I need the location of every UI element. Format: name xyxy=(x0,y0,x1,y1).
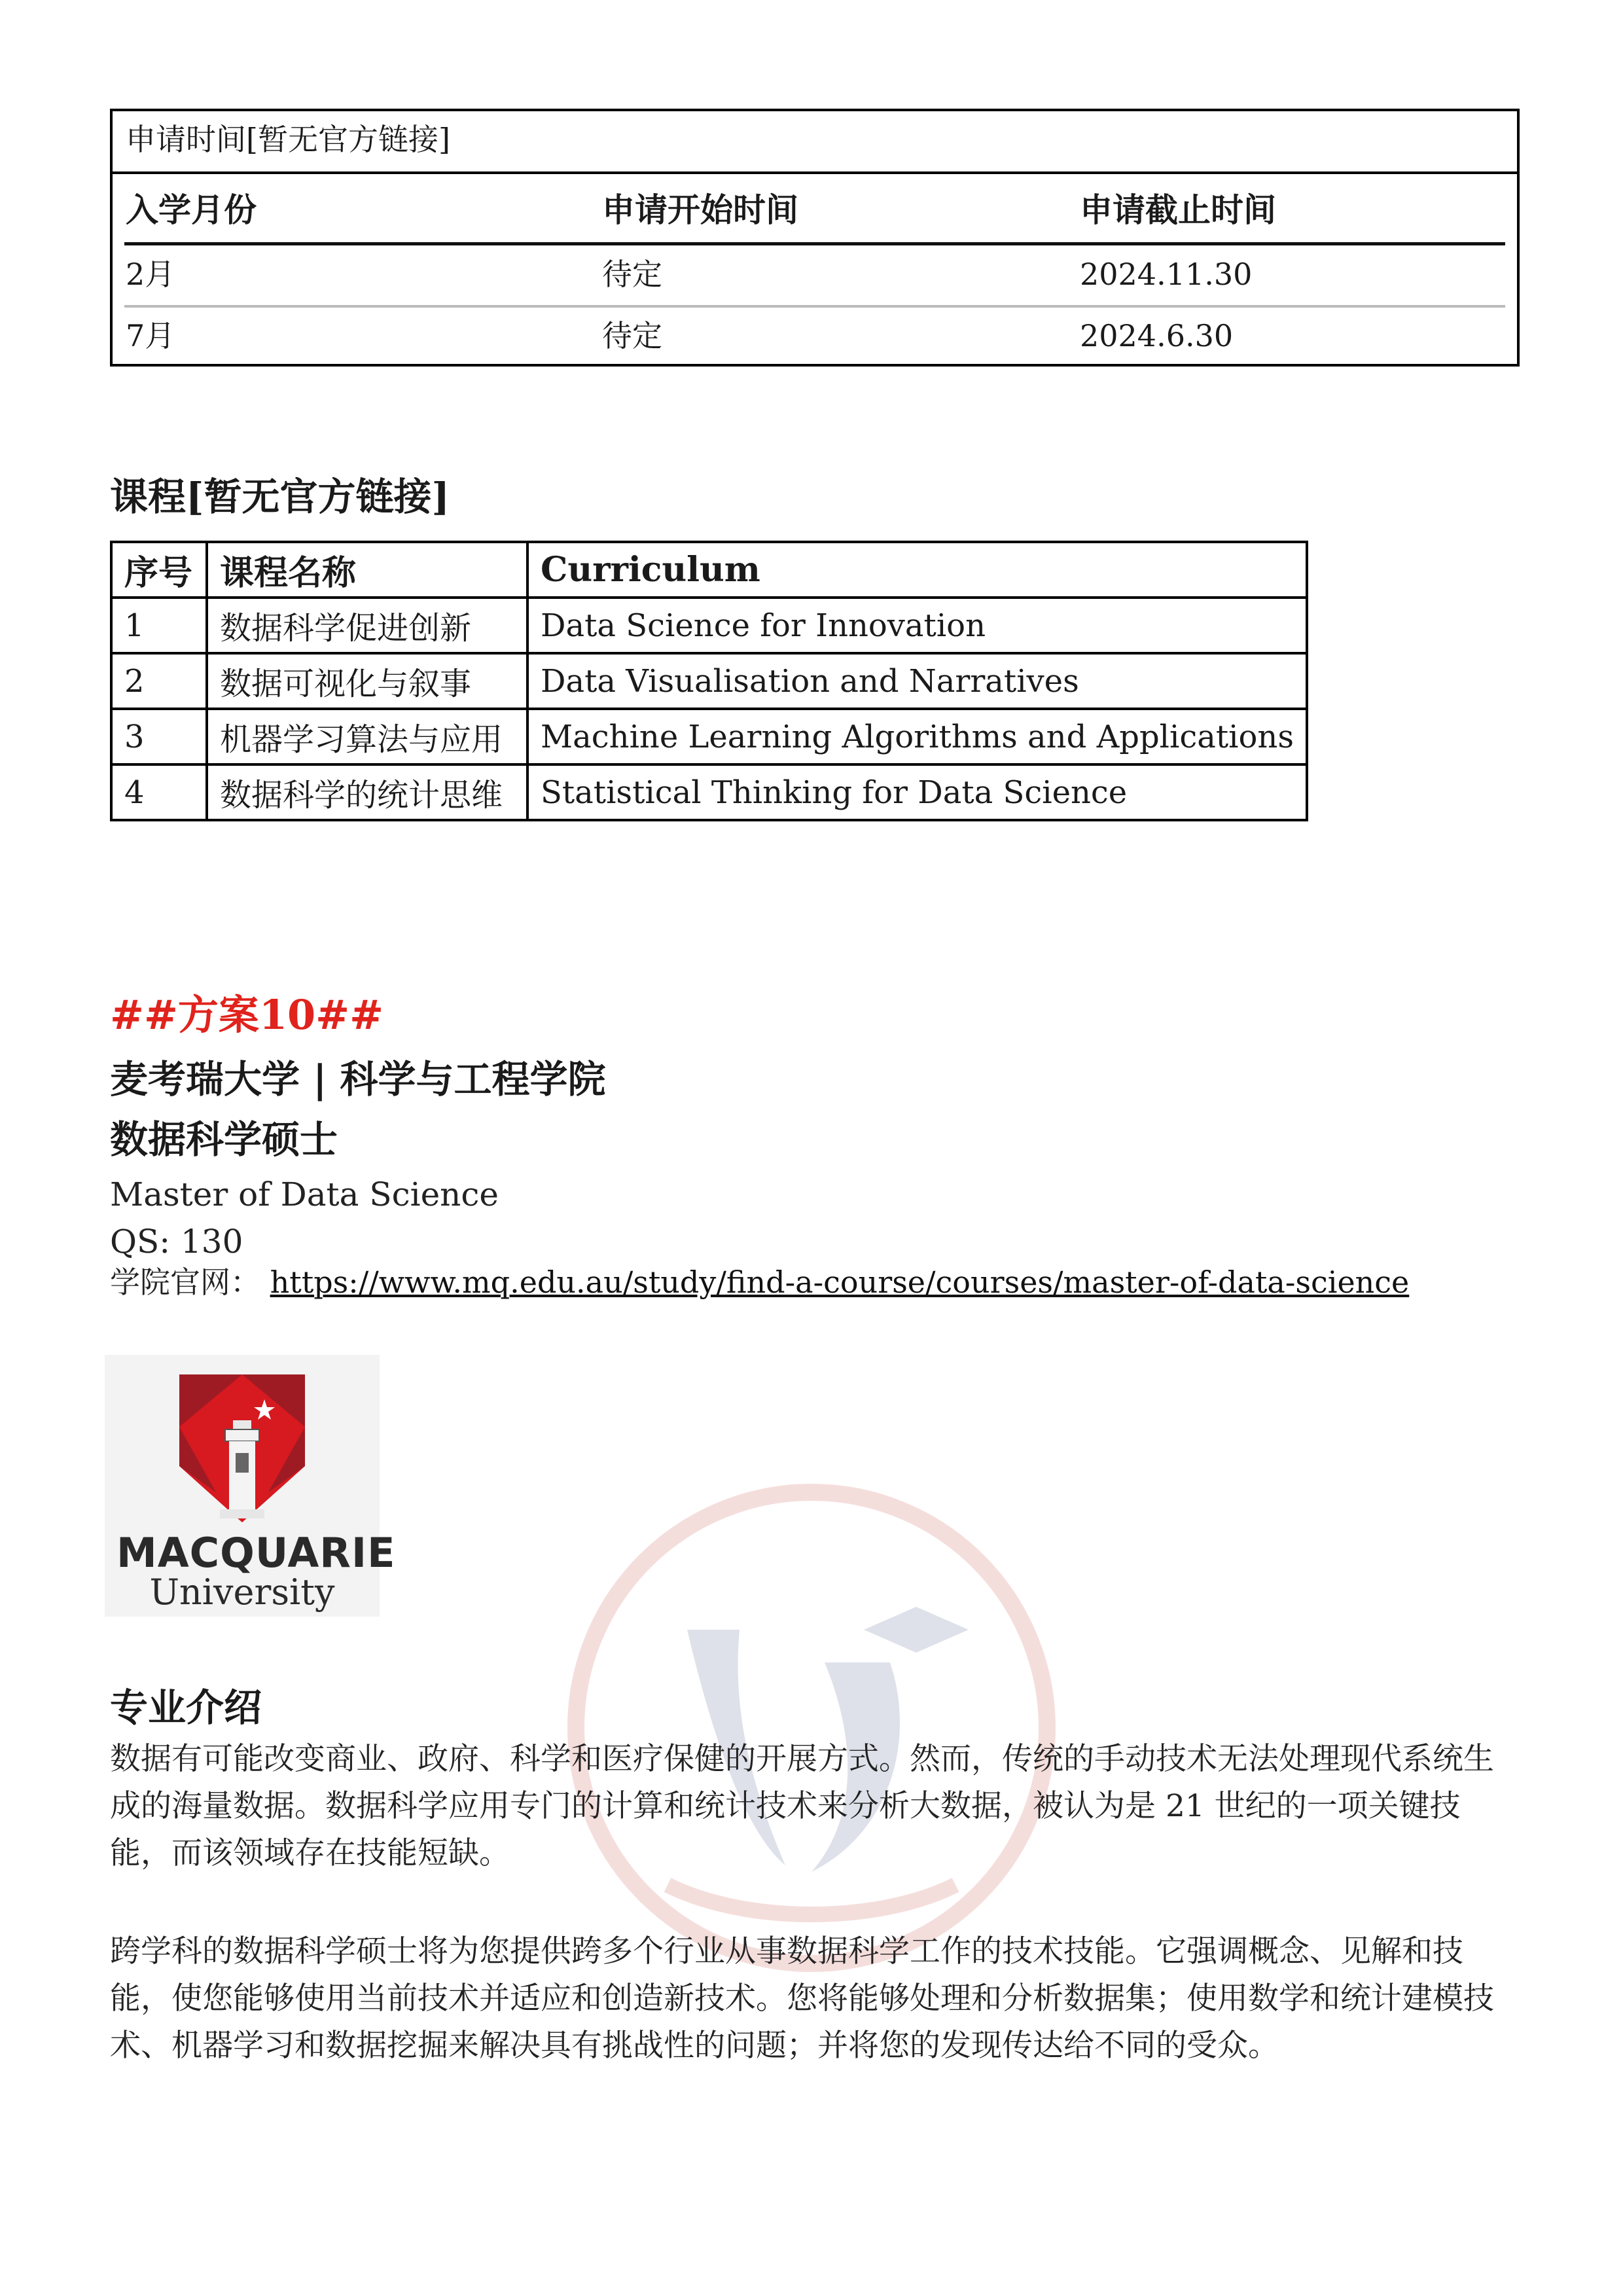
intro-paragraph: 跨学科的数据科学硕士将为您提供跨多个行业从事数据科学工作的技术技能。它强调概念、见解和技能，使您能够使用当前技术并适应和创造新技术。您将能够处理和分析数据集；使用数学和统计建模技术、机器学习和数据挖掘来解决具有挑战性的问题；并将您的发现传达给不同的受众。 xyxy=(110,1933,1494,2064)
table-row xyxy=(111,653,1307,709)
deadline-cell: 2024.11.30 xyxy=(1080,257,1253,292)
header-intake-month: 入学月份 xyxy=(126,190,257,229)
course-name-cn-cell: 数据可视化与叙事 xyxy=(207,653,527,709)
website-line xyxy=(110,1265,1410,1300)
qs-ranking: QS: 130 xyxy=(110,1223,243,1261)
curriculum-header-row xyxy=(111,542,1307,598)
course-name-cn-cell: 机器学习算法与应用 xyxy=(207,709,527,764)
row-rule xyxy=(124,305,1505,308)
intake-month-cell: 7月 xyxy=(126,318,175,353)
degree-name-en: Master of Data Science xyxy=(110,1175,499,1213)
intake-month-cell: 2月 xyxy=(126,257,175,292)
application-time-table xyxy=(110,109,1520,367)
table-divider xyxy=(113,171,1517,174)
course-number-cell: 4 xyxy=(111,764,207,820)
course-number-cell: 3 xyxy=(111,709,207,764)
university-faculty: 麦考瑞大学 | 科学与工程学院 xyxy=(110,1057,606,1102)
header-curriculum: Curriculum xyxy=(527,542,1307,598)
course-name-en-cell: Machine Learning Algorithms and Applications xyxy=(527,709,1307,764)
watermark-logo xyxy=(550,1466,1073,1990)
open-date-cell: 待定 xyxy=(602,318,662,353)
degree-name-cn: 数据科学硕士 xyxy=(110,1117,338,1162)
lighthouse-crest-icon xyxy=(105,1355,380,1532)
curriculum-heading: 课程[暂无官方链接] xyxy=(110,475,450,519)
header-rule xyxy=(124,242,1505,245)
curriculum-table xyxy=(110,541,1308,821)
website-link[interactable]: https://www.mq.edu.au/study/find-a-course/courses/master-of-data-science xyxy=(270,1265,1410,1300)
course-name-cn-cell: 数据科学的统计思维 xyxy=(207,764,527,820)
logo-wordmark: MACQUARIE xyxy=(116,1529,396,1577)
table-row xyxy=(111,764,1307,820)
course-name-en-cell: Statistical Thinking for Data Science xyxy=(527,764,1307,820)
application-table-title: 申请时间[暂无官方链接] xyxy=(126,122,450,157)
table-row xyxy=(111,598,1307,653)
course-number-cell: 1 xyxy=(111,598,207,653)
course-name-en-cell: Data Visualisation and Narratives xyxy=(527,653,1307,709)
website-label: 学院官网： xyxy=(110,1265,260,1300)
logo-subtitle: University xyxy=(149,1571,335,1613)
course-name-en-cell: Data Science for Innovation xyxy=(527,598,1307,653)
header-course-name: 课程名称 xyxy=(207,542,527,598)
course-number-cell: 2 xyxy=(111,653,207,709)
university-logo xyxy=(105,1355,396,1617)
intro-paragraph: 数据有可能改变商业、政府、科学和医疗保健的开展方式。然而，传统的手动技术无法处理现代系统生成的海量数据。数据科学应用专门的计算和统计技术来分析大数据，被认为是 21 世纪的一项关键技能，而该领域存在技能短缺。 xyxy=(110,1741,1494,1871)
header-deadline: 申请截止时间 xyxy=(1080,190,1276,229)
intro-heading: 专业介绍 xyxy=(110,1685,262,1730)
course-name-cn-cell: 数据科学促进创新 xyxy=(207,598,527,653)
open-date-cell: 待定 xyxy=(602,257,662,292)
deadline-cell: 2024.6.30 xyxy=(1080,318,1234,353)
header-open-date: 申请开始时间 xyxy=(602,190,798,229)
header-number: 序号 xyxy=(111,542,207,598)
table-row xyxy=(111,709,1307,764)
plan-tag: ##方案10## xyxy=(110,991,384,1039)
